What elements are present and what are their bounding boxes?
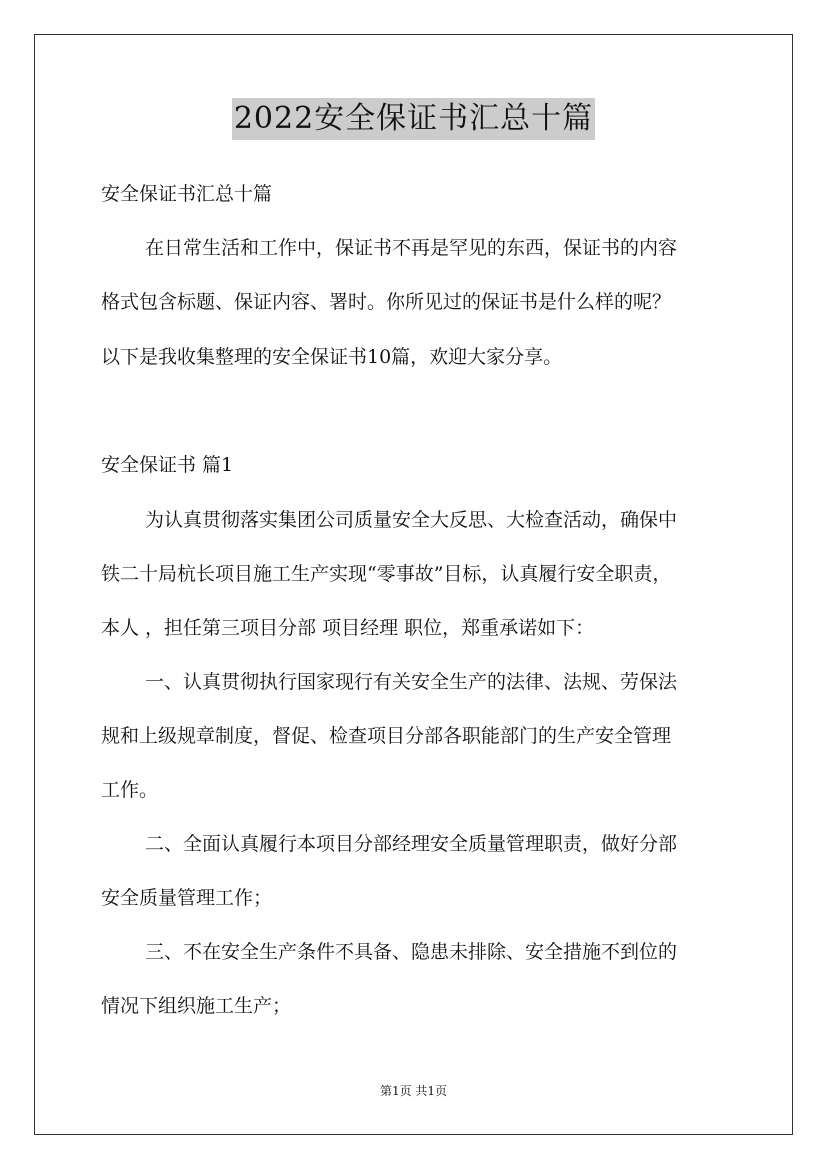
body-line: 铁二十局杭长项目施工生产实现“零事故”目标，认真履行安全职责， bbox=[101, 563, 672, 585]
body-line: 安全质量管理工作； bbox=[101, 887, 273, 909]
intro-line: 格式包含标题、保证内容、署时。你所见过的保证书是什么样的呢？ bbox=[101, 291, 672, 313]
title-container bbox=[0, 98, 827, 140]
section-heading: 安全保证书 篇1 bbox=[101, 454, 234, 476]
document-title: 2022安全保证书汇总十篇 bbox=[232, 98, 595, 140]
body-line: 三、不在安全生产条件不具备、隐患未排除、安全措施不到位的 bbox=[145, 941, 678, 963]
body-line: 规和上级规章制度，督促、检查项目分部各职能部门的生产安全管理 bbox=[101, 725, 672, 747]
page-footer: 第1页 共1页 bbox=[379, 1084, 448, 1098]
body-line: 情况下组织施工生产； bbox=[101, 995, 292, 1017]
intro-line: 以下是我收集整理的安全保证书10篇，欢迎大家分享。 bbox=[101, 346, 563, 368]
body-line: 一、认真贯彻执行国家现行有关安全生产的法律、法规、劳保法 bbox=[145, 671, 678, 693]
body-line: 二、全面认真履行本项目分部经理安全质量管理职责，做好分部 bbox=[145, 833, 678, 855]
body-line: 为认真贯彻落实集团公司质量安全大反思、大检查活动，确保中 bbox=[145, 509, 678, 531]
intro-line: 在日常生活和工作中，保证书不再是罕见的东西，保证书的内容 bbox=[145, 237, 678, 259]
document-heading: 安全保证书汇总十篇 bbox=[101, 183, 273, 205]
body-line: 本人 ，担任第三项目分部 项目经理 职位，郑重承诺如下： bbox=[101, 617, 595, 639]
body-line: 工作。 bbox=[101, 779, 159, 801]
